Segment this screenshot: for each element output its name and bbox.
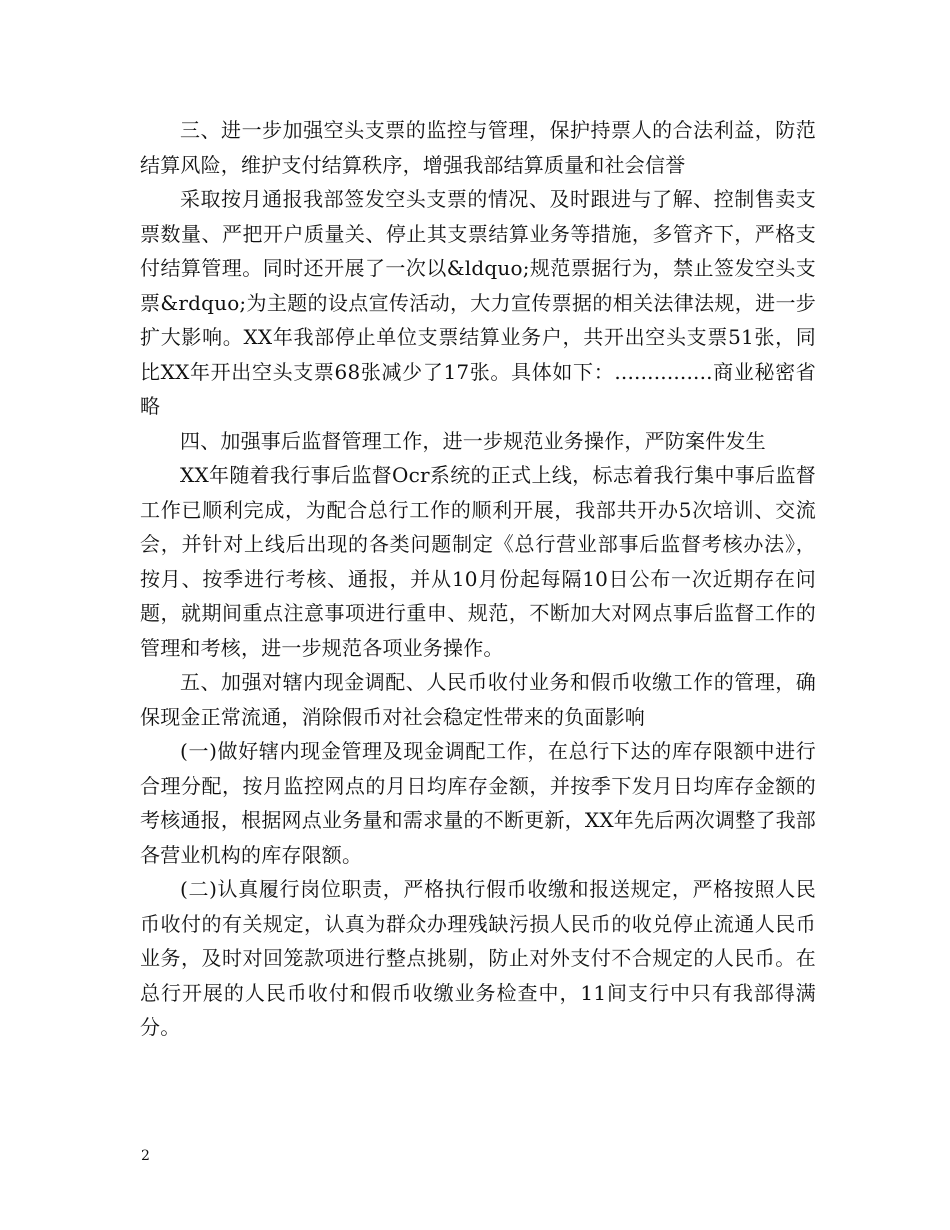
paragraph-section-four-heading: 四、加强事后监督管理工作，进一步规范业务操作，严防案件发生 xyxy=(180,428,766,453)
paragraph-counterfeit-handling: (二)认真履行岗位职责，严格执行假币收缴和报送规定，严格按照人民币收付的有关规定，认真为群众办理残缺污损人民币的收兑停止流通人民币业务，及时对回笼款项进行整点挑剔，防止对外支付不合规定的人民币。在总行开展的人民币收付和假币收缴业务检查中，11间支行中只有我部得满分。 xyxy=(140,877,816,1039)
document-body xyxy=(140,113,816,1045)
paragraph-section-five-heading: 五、加强对辖内现金调配、人民币收付业务和假币收缴工作的管理，确保现金正常流通，消除假币对社会稳定性带来的负面影响 xyxy=(140,670,816,729)
paragraph-cash-management: (一)做好辖内现金管理及现金调配工作，在总行下达的库存限额中进行合理分配，按月监控网点的月日均库存金额，并按季下发月日均库存金额的考核通报，根据网点业务量和需求量的不断更新，XX年先后两次调整了我部各营业机构的库存限额。 xyxy=(140,739,816,867)
page-number: 2 xyxy=(141,1148,150,1164)
paragraph-bounced-check-measures: 采取按月通报我部签发空头支票的情况、及时跟进与了解、控制售卖支票数量、严把开户质量关、停止其支票结算业务等措施，多管齐下，严格支付结算管理。同时还开展了一次以&ldquo;规范票据行为，禁止签发空头支票&rdquo;为主题的设点宣传活动，大力宣传票据的相关法律法规，进一步扩大影响。XX年我部停止单位支票结算业务户，共开出空头支票51张，同比XX年开出空头支票68张减少了17张。具体如下：...............商业秘密省略 xyxy=(140,187,816,418)
paragraph-section-three-heading: 三、进一步加强空头支票的监控与管理，保护持票人的合法利益，防范结算风险，维护支付结算秩序，增强我部结算质量和社会信誉 xyxy=(140,118,816,177)
paragraph-post-supervision-ocr: XX年随着我行事后监督Ocr系统的正式上线，标志着我行集中事后监督工作已顺利完成，为配合总行工作的顺利开展，我部共开办5次培训、交流会，并针对上线后出现的各类问题制定《总行营业部事后监督考核办法》，按月、按季进行考核、通报，并从10月份起每隔10日公布一次近期存在问题，就期间重点注意事项进行重申、规范，不断加大对网点事后监督工作的管理和考核，进一步规范各项业务操作。 xyxy=(140,463,816,660)
